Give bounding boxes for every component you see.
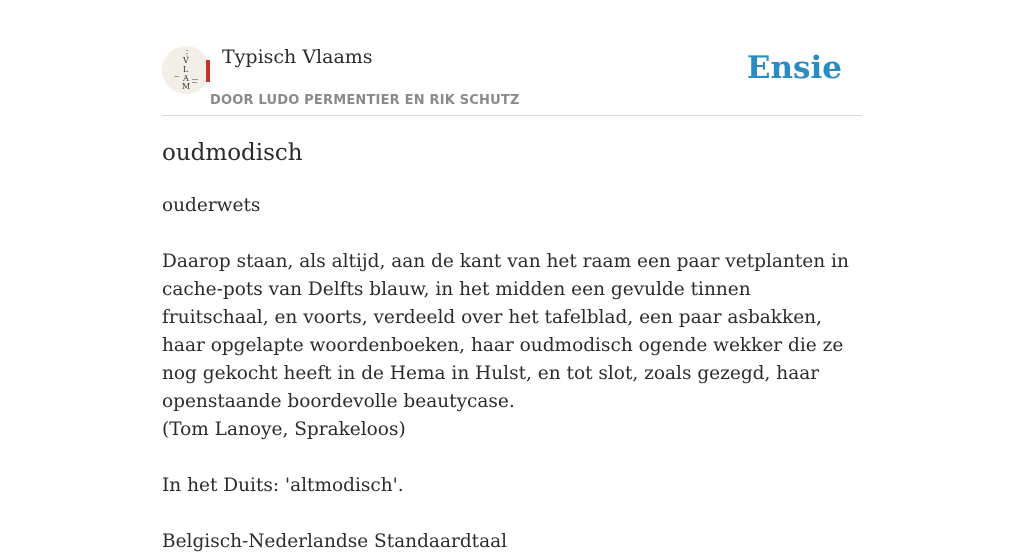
entry-quote-source: (Tom Lanoye, Sprakeloos) xyxy=(162,419,406,440)
entry-quote: Daarop staan, als altijd, aan de kant van het raam een paar vetplanten in cache-pots van Delfts blauw, in het midden een gevulde tinnen fruitschaal, en voorts, verdeeld over het tafelblad, een paar asbakken, haar opgelapte woordenboeken, haar oudmodisch ogende wekker die ze nog gekocht heeft in de Hema in Hulst, en tot slot, zoals gezegd, haar openstaande boordevolle beautycase. xyxy=(162,251,849,412)
entry-title: oudmodisch xyxy=(162,140,303,166)
entry-body xyxy=(162,192,862,556)
page-container xyxy=(162,0,862,552)
entry-definition: ouderwets xyxy=(162,195,261,216)
site-header xyxy=(162,0,862,116)
entry-german-note: In het Duits: 'altmodisch'. xyxy=(162,475,404,496)
site-byline: DOOR LUDO PERMENTIER EN RIK SCHUTZ xyxy=(210,93,520,108)
site-title[interactable]: Typisch Vlaams xyxy=(222,46,373,68)
ensie-brand-logo[interactable]: Ensie xyxy=(746,50,842,86)
typisch-vlaams-logo-icon[interactable]: ⋮ V L A M xyxy=(162,46,210,94)
entry-category: Belgisch-Nederlandse Standaardtaal xyxy=(162,531,508,552)
